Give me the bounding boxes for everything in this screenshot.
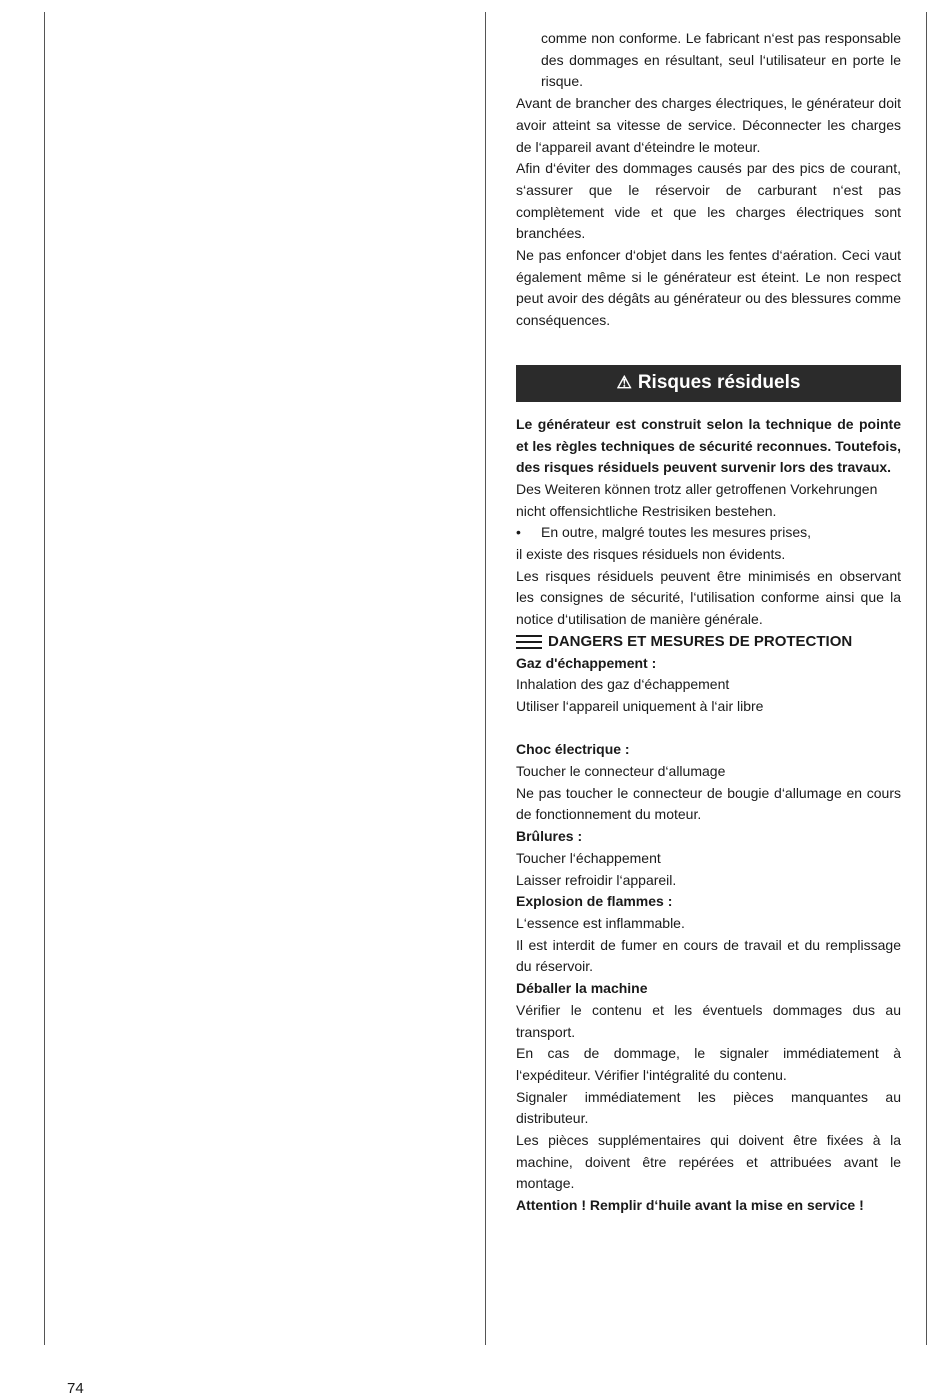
explosion-danger: L‘essence est inflammable. xyxy=(516,915,685,931)
unpack-extra-parts: Les pièces supplémentaires qui doivent être fixées à la machine, doivent être repérées et attribuées avant le montage. xyxy=(516,1132,901,1192)
paragraph-load-before-connect: Avant de brancher des charges électriques, le générateur doit avoir atteint sa vitesse de service. Déconnecter les charges de l‘appareil avant d‘éteindre le moteur. xyxy=(516,95,901,155)
section-banner-residual-risks xyxy=(516,365,901,402)
bullet-icon: • xyxy=(516,524,521,541)
unpack-check: Vérifier le contenu et les éventuels dommages dus au transport. xyxy=(516,1001,901,1040)
paragraph-current-peaks: Afin d‘éviter des dommages causés par des pics de courant, s‘assurer que le réservoir de carburant n‘est pas complètement vide et que les charges électriques sont branchées. xyxy=(516,160,901,242)
continuation-paragraph: comme non conforme. Le fabricant n‘est pas responsable des dommages en résultant, seul l‘utilisateur en porte le risque. xyxy=(541,30,901,90)
right-column xyxy=(516,28,901,1217)
bullet-text: En outre, malgré toutes les mesures prises, xyxy=(541,524,812,541)
left-margin-rule xyxy=(44,12,45,1345)
unpack-missing: Signaler immédiatement les pièces manquantes au distributeur. xyxy=(516,1088,901,1127)
gaz-title: Gaz d'échappement : xyxy=(516,654,657,671)
paragraph-minimize-risks: Les risques résiduels peuvent être minimisés en observant les consignes de sécurité, l‘utilisation conforme ainsi que la notice d‘utilisation de manière générale. xyxy=(516,567,901,628)
dangers-heading xyxy=(516,631,901,653)
brulures-measure: Laisser refroidir l‘appareil. xyxy=(516,871,677,888)
choc-measure: Ne pas toucher le connecteur de bougie d‘allumage en cours de fonctionnement du moteur. xyxy=(516,784,901,823)
section-title: Risques résiduels xyxy=(637,372,801,394)
gaz-danger: Inhalation des gaz d‘échappement xyxy=(516,676,730,693)
german-paragraph: Des Weiteren können trotz aller getroffenen Vorkehrungen nicht offensichtliche Restrisiken bestehen. xyxy=(516,480,878,519)
explosion-title: Explosion de flammes : xyxy=(516,893,673,910)
bullet-continuation: il existe des risques résiduels non évidents. xyxy=(516,546,786,563)
intro-bold-paragraph: Le générateur est construit selon la technique de pointe et les règles techniques de sécurité reconnues. Toutefois, des risques résiduels peuvent survenir lors des travaux. xyxy=(516,415,901,476)
brulures-danger: Toucher l‘échappement xyxy=(516,849,661,866)
column-divider-rule xyxy=(485,12,486,1345)
spacer xyxy=(516,718,901,740)
warning-triangle-icon: ⚠ xyxy=(616,373,632,393)
page-number: 74 xyxy=(67,1380,84,1397)
paragraph-ventilation-slots: Ne pas enfoncer d‘objet dans les fentes d‘aération. Ceci vaut également même si le générateur est éteint. Le non respect peut avoir des dégâts au générateur ou des blessures comme conséquences. xyxy=(516,247,901,329)
right-margin-rule xyxy=(926,12,927,1345)
brulures-title: Brûlures : xyxy=(516,828,583,845)
list-lines-icon xyxy=(516,635,542,649)
dangers-heading-text: DANGERS ET MESURES DE PROTECTION xyxy=(548,632,853,650)
gaz-measure: Utiliser l‘appareil uniquement à l‘air libre xyxy=(516,697,764,714)
choc-danger: Toucher le connecteur d‘allumage xyxy=(516,763,726,780)
explosion-measure: Il est interdit de fumer en cours de travail et du remplissage du réservoir. xyxy=(516,936,901,975)
unpack-title: Déballer la machine xyxy=(516,980,648,997)
bullet-item xyxy=(516,522,901,544)
unpack-damage: En cas de dommage, le signaler immédiatement à l‘expéditeur. Vérifier l‘intégralité du contenu. xyxy=(516,1045,901,1083)
choc-title: Choc électrique : xyxy=(516,741,630,758)
attention-oil: Attention ! Remplir d‘huile avant la mise en service ! xyxy=(516,1197,864,1214)
